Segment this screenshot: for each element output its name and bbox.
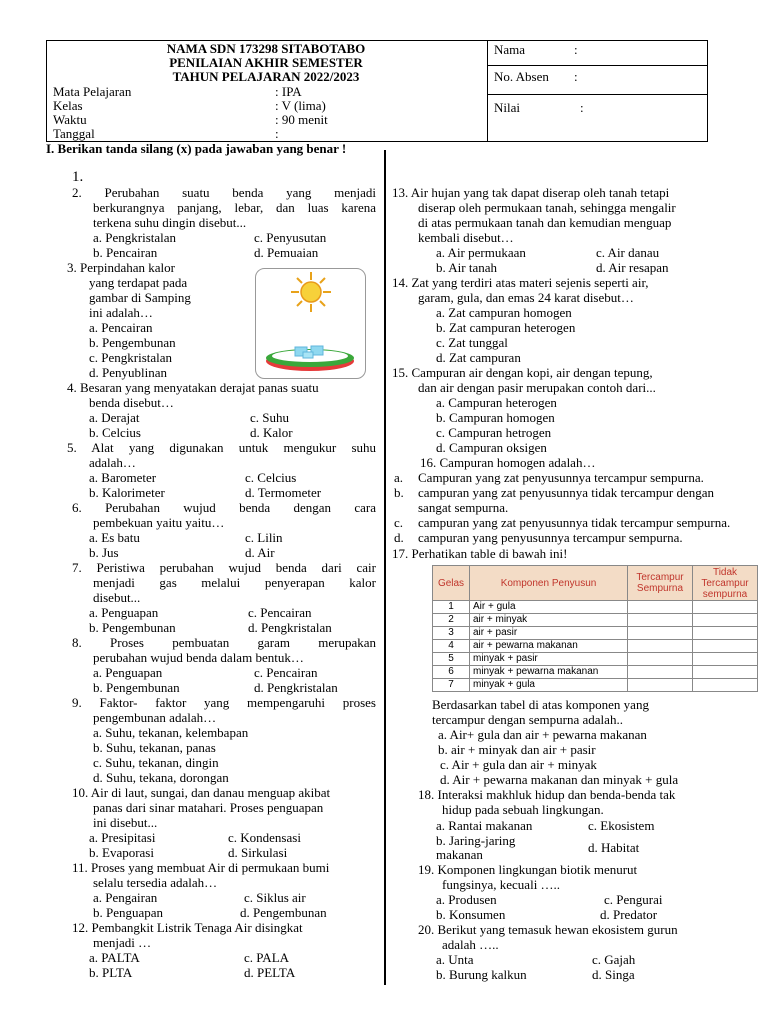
col-header: Tercampur Sempurna — [628, 566, 693, 601]
option[interactable]: b. Campuran homogen — [436, 410, 555, 425]
header-left: NAMA SDN 173298 SITABOTABO PENILAIAN AKHIR SEMESTER TAHUN PELAJARAN 2022/2023 Mata Pelajaran : IPA Kelas : V (lima) Waktu : 90 menit Tanggal : — [47, 41, 485, 141]
option[interactable]: a. Air+ gula dan air + pewarna makanan — [438, 727, 647, 742]
option[interactable]: a. Presipitasi — [89, 830, 156, 845]
option[interactable]: b. Pencairan — [93, 245, 158, 260]
score-field[interactable]: Nilai : — [494, 100, 584, 115]
table-row: 3 air + pasir — [433, 627, 758, 640]
option[interactable]: a. Produsen — [436, 892, 497, 907]
option[interactable]: d. Habitat — [588, 840, 640, 855]
option[interactable]: b. PLTA — [89, 965, 133, 980]
option[interactable]: d. Pengkristalan — [248, 620, 332, 635]
option[interactable]: a. Penguapan — [89, 605, 159, 620]
option[interactable]: c. Pencairan — [248, 605, 312, 620]
school-name: NAMA SDN 173298 SITABOTABO — [166, 41, 366, 56]
option[interactable]: b. Evaporasi — [89, 845, 154, 860]
option[interactable]: a. Campuran heterogen — [436, 395, 557, 410]
column-divider — [384, 150, 386, 985]
option[interactable]: d. Pemuaian — [254, 245, 319, 260]
divider — [488, 94, 708, 95]
option[interactable]: c. Air danau — [596, 245, 660, 260]
option[interactable]: d. Termometer — [245, 485, 322, 500]
sun-melting-ice-illustration — [255, 268, 366, 379]
option[interactable]: d. Singa — [592, 967, 635, 982]
option[interactable]: c. Zat tunggal — [436, 335, 508, 350]
school-year: TAHUN PELAJARAN 2022/2023 — [172, 69, 360, 84]
option[interactable]: c. Air + gula dan air + minyak — [440, 757, 597, 772]
instruction: I. Berikan tanda silang (x) pada jawaban yang benar ! — [46, 141, 347, 156]
option[interactable]: d. Zat campuran — [436, 350, 521, 365]
table-row: 1 Air + gula — [433, 601, 758, 614]
option[interactable]: a. Pengkristalan — [93, 230, 177, 245]
option[interactable]: b. Air tanah — [436, 260, 498, 275]
table-header-row — [433, 566, 758, 601]
header-box — [46, 40, 708, 142]
table-row: 2 air + minyak — [433, 614, 758, 627]
option[interactable]: a. Penguapan — [93, 665, 163, 680]
col-header: Gelas — [433, 566, 470, 601]
option[interactable]: c. Kondensasi — [228, 830, 301, 845]
option[interactable]: d. Air — [245, 545, 275, 560]
option[interactable]: b. Pengembunan — [93, 680, 180, 695]
option[interactable]: a. Unta — [436, 952, 474, 967]
option[interactable]: d. Sirkulasi — [228, 845, 288, 860]
table-row: 6 minyak + pewarna makanan — [433, 666, 758, 679]
option[interactable]: d. Air + pewarna makanan dan minyak + gula — [440, 772, 679, 787]
option[interactable]: c. Suhu — [250, 410, 289, 425]
option[interactable]: a. PALTA — [89, 950, 140, 965]
table-row: 7 minyak + gula — [433, 679, 758, 692]
option[interactable]: a. Rantai makanan — [436, 818, 533, 833]
option[interactable]: c. Gajah — [592, 952, 636, 967]
question-1: 1. — [72, 169, 84, 185]
option[interactable]: d. Pengkristalan — [254, 680, 338, 695]
option[interactable]: c. Pencairan — [254, 665, 318, 680]
option[interactable]: d. — [394, 530, 404, 545]
option[interactable]: d. Kalor — [250, 425, 293, 440]
option[interactable]: a. Zat campuran homogen — [436, 305, 572, 320]
option[interactable]: c. Celcius — [245, 470, 297, 485]
absen-field[interactable]: No. Absen : — [494, 69, 578, 84]
option[interactable]: d. Air resapan — [596, 260, 669, 275]
option[interactable]: c. Siklus air — [244, 890, 306, 905]
option[interactable]: b. Penguapan — [93, 905, 164, 920]
option[interactable]: a. Barometer — [89, 470, 157, 485]
table-row: 4 air + pewarna makanan — [433, 640, 758, 653]
option[interactable]: a. Derajat — [89, 410, 140, 425]
option[interactable]: d. PELTA — [244, 965, 296, 980]
option[interactable]: b. Konsumen — [436, 907, 506, 922]
divider — [488, 65, 708, 66]
option[interactable]: d. Suhu, tekana, dorongan — [93, 770, 229, 785]
option[interactable]: b. Burung kalkun — [436, 967, 527, 982]
col-header: Tidak Tercampur sempurna — [693, 566, 758, 601]
option[interactable]: d. Predator — [600, 907, 658, 922]
col-header: Komponen Penyusun — [470, 566, 628, 601]
option[interactable]: a. Air permukaan — [436, 245, 526, 260]
option[interactable]: a. Es batu — [89, 530, 140, 545]
option[interactable]: a. Pengairan — [93, 890, 158, 905]
option[interactable]: c. Lilin — [245, 530, 283, 545]
option[interactable]: a. Pencairan — [89, 320, 153, 335]
option[interactable]: b. Pengembunan — [89, 335, 176, 350]
option[interactable]: b. — [394, 485, 404, 500]
option[interactable]: c. Penyusutan — [254, 230, 327, 245]
option[interactable]: b. Suhu, tekanan, panas — [93, 740, 216, 755]
option[interactable]: b. Jaring-jaring — [436, 833, 516, 848]
option[interactable]: d. Pengembunan — [240, 905, 327, 920]
option[interactable]: b. Kalorimeter — [89, 485, 165, 500]
option[interactable]: c. Campuran hetrogen — [436, 425, 552, 440]
option[interactable]: c. — [394, 515, 404, 530]
option[interactable]: c. Suhu, tekanan, dingin — [93, 755, 219, 770]
option[interactable]: c. Pengkristalan — [89, 350, 173, 365]
option[interactable]: b. Celcius — [89, 425, 141, 440]
option[interactable]: c. Ekosistem — [588, 818, 655, 833]
option[interactable]: a. Suhu, tekanan, kelembapan — [93, 725, 249, 740]
option[interactable]: b. Zat campuran heterogen — [436, 320, 576, 335]
exam-name: PENILAIAN AKHIR SEMESTER — [169, 55, 363, 70]
option[interactable]: d. Campuran oksigen — [436, 440, 547, 455]
option[interactable]: b. Jus — [89, 545, 119, 560]
option[interactable]: b. air + minyak dan air + pasir — [438, 742, 596, 757]
option[interactable]: c. PALA — [244, 950, 290, 965]
mixture-table — [432, 565, 758, 692]
name-field[interactable]: Nama : — [494, 42, 578, 57]
header-right — [487, 41, 708, 141]
option[interactable]: a. — [394, 470, 404, 485]
option[interactable]: d. Penyublinan — [89, 365, 167, 380]
option[interactable]: b. Pengembunan — [89, 620, 176, 635]
table-row: 5 minyak + pasir — [433, 653, 758, 666]
option[interactable]: c. Pengurai — [604, 892, 663, 907]
